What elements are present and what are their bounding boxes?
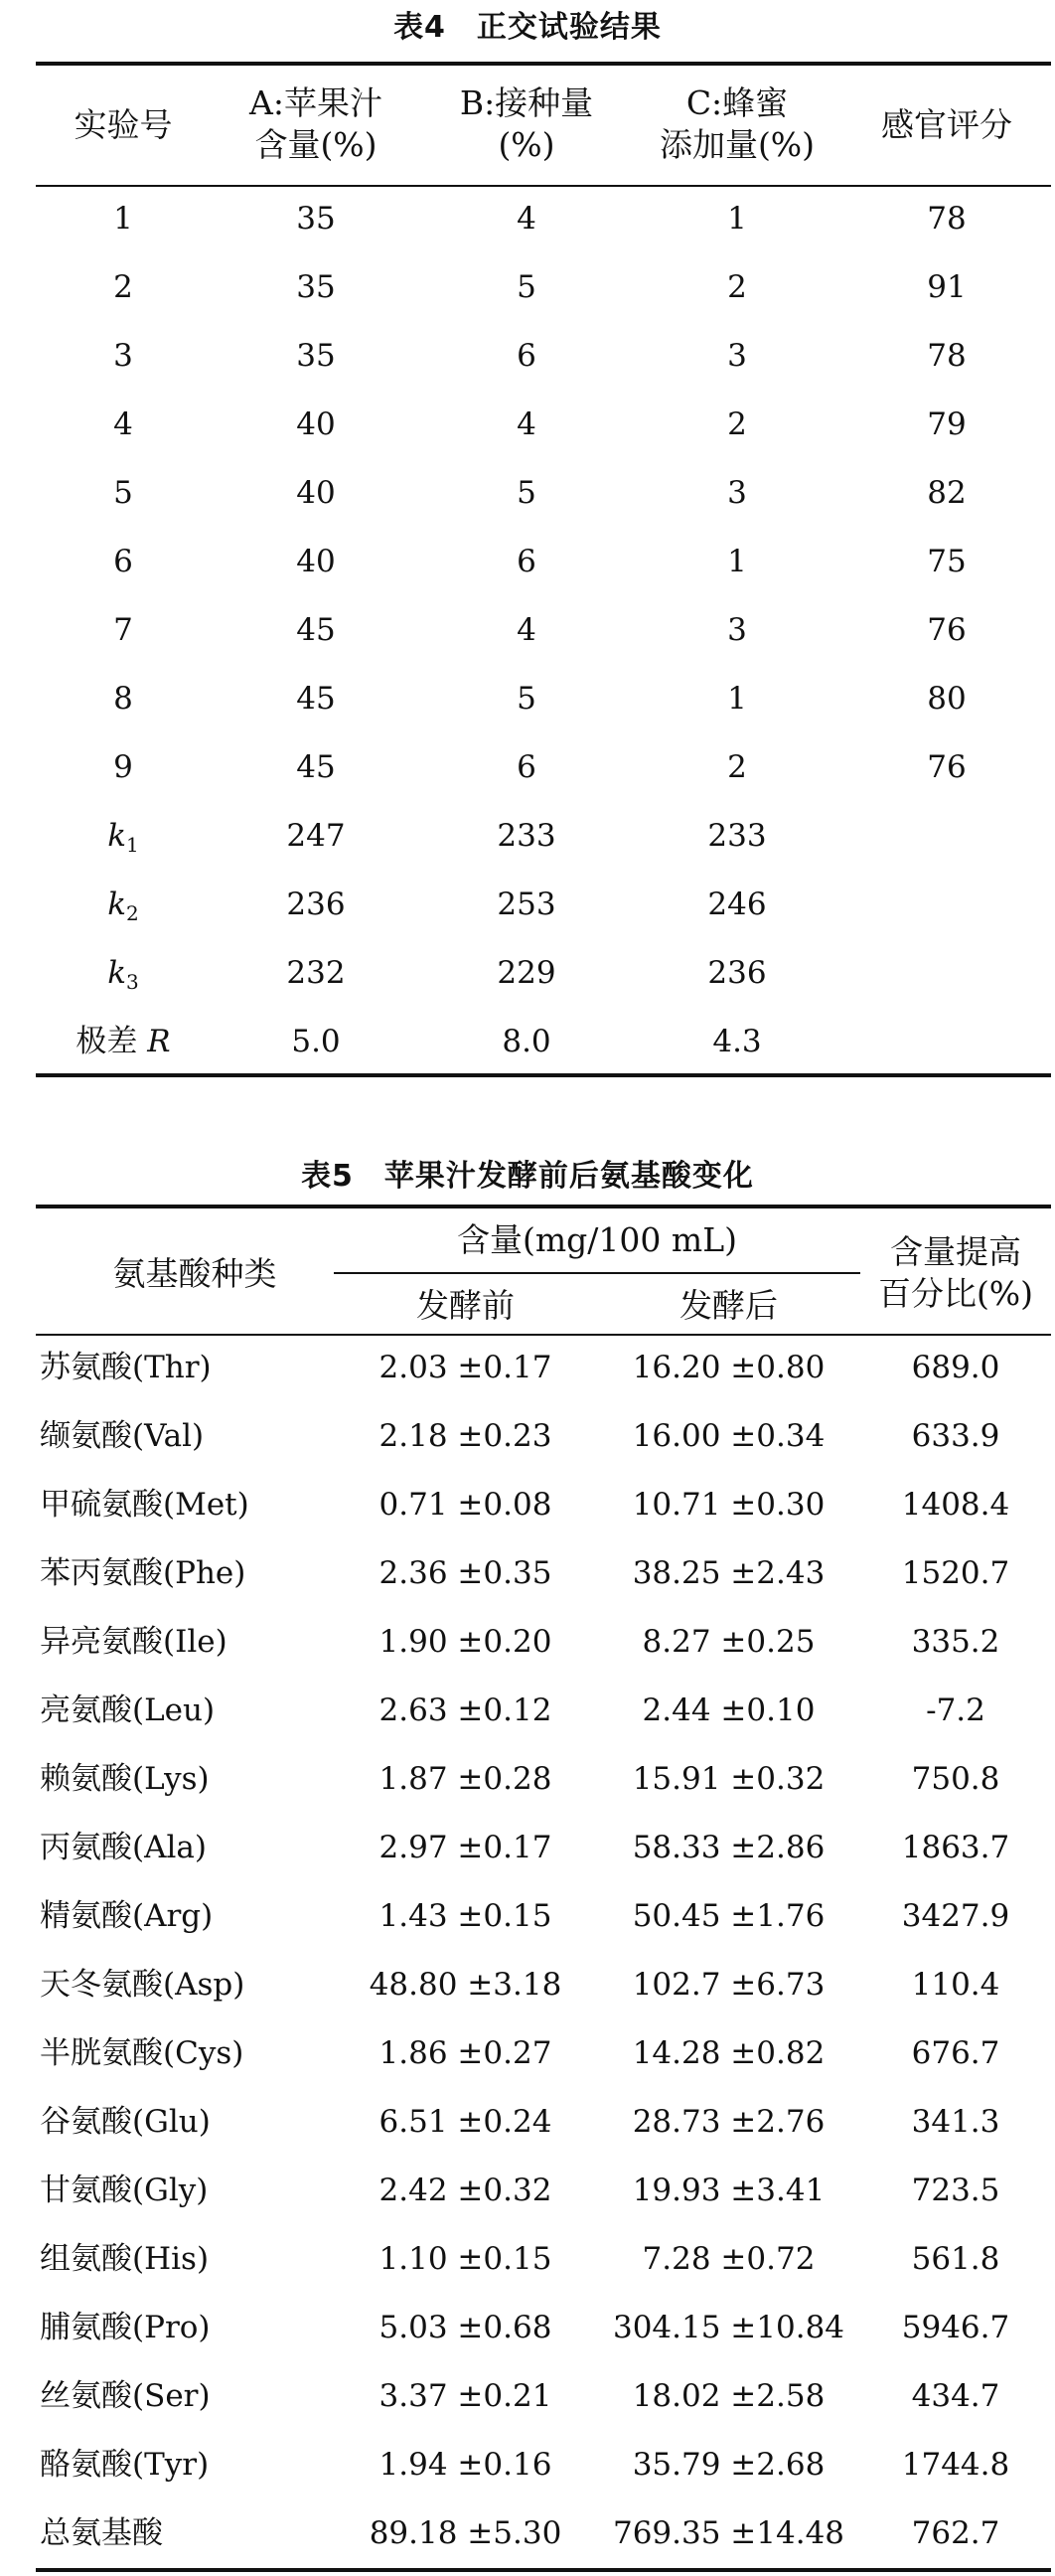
table5-amino-acid-name: 精氨酸(Arg): [40, 1898, 214, 1934]
table4-cell: 9: [113, 749, 133, 785]
table5-cell: 28.73 ±2.76: [632, 2104, 826, 2140]
table5-cell: 5.03 ±0.68: [378, 2310, 552, 2345]
table4-range-label: [36, 1022, 211, 1061]
table5-cell: 50.45 ±1.76: [632, 1898, 826, 1934]
table4-top-rule: [36, 62, 1051, 66]
k-subscript: 3: [126, 970, 139, 994]
table5-cell: 1408.4: [901, 1487, 1010, 1523]
table5-cell: 15.91 ±0.32: [632, 1761, 826, 1797]
table5-cell: 304.15 ±10.84: [612, 2310, 845, 2345]
table4-header-b-line2: (%): [498, 125, 555, 164]
table4-cell: 35: [296, 338, 336, 374]
table4-cell: 45: [296, 612, 336, 648]
table5-amino-acid-name: 缬氨酸(Val): [40, 1418, 205, 1454]
table4-cell: 2: [727, 269, 747, 305]
table4-cell: 5: [517, 681, 536, 717]
table5-cell: 7.28 ±0.72: [642, 2241, 816, 2277]
table5-header-rule: [36, 1334, 1051, 1336]
table4-k-label: [36, 953, 211, 1002]
table4-cell: 45: [296, 749, 336, 785]
table5-cell: 6.51 ±0.24: [378, 2104, 552, 2140]
table5-amino-acid-name: 半胱氨酸(Cys): [40, 2035, 244, 2071]
table5-caption: 表5 苹果汁发酵前后氨基酸变化: [301, 1159, 754, 1194]
table5-amino-acid-name: 丝氨酸(Ser): [40, 2378, 211, 2414]
table4-cell: 2: [727, 406, 747, 442]
table5-cell: 1744.8: [901, 2447, 1010, 2483]
table4-k-value: 247: [286, 818, 346, 854]
table4-range-value: 8.0: [502, 1024, 551, 1059]
table5-cell: 2.97 ±0.17: [378, 1830, 552, 1865]
k-letter: k: [107, 886, 127, 922]
table5-cell: 3.37 ±0.21: [378, 2378, 552, 2414]
table5-amino-acid-name: 酪氨酸(Tyr): [40, 2447, 210, 2483]
table4-cell: 75: [927, 544, 967, 579]
table5-header-kind: 氨基酸种类: [112, 1254, 277, 1293]
table5-header-after: 发酵后: [679, 1286, 778, 1325]
table5-cell: 2.18 ±0.23: [378, 1418, 552, 1454]
table5-cell: 10.71 ±0.30: [632, 1487, 826, 1523]
table4-k-value: 236: [286, 886, 346, 922]
table4-cell: 1: [727, 544, 747, 579]
table4-header-trial: 实验号: [74, 105, 173, 144]
table4-cell: 5: [113, 475, 133, 511]
table4-cell: 76: [927, 749, 967, 785]
table4-range-value: 5.0: [291, 1024, 341, 1059]
table4-bottom-rule: [36, 1073, 1051, 1077]
table5-header-before: 发酵前: [416, 1286, 515, 1325]
table5-cell: 750.8: [911, 1761, 1000, 1797]
table4-k-value: 236: [707, 955, 767, 991]
table5-cell: 102.7 ±6.73: [632, 1967, 826, 2003]
table5-cell: 561.8: [911, 2241, 1000, 2277]
table5-top-rule: [36, 1205, 1051, 1208]
table4-cell: 35: [296, 269, 336, 305]
table5-amino-acid-name: 天冬氨酸(Asp): [40, 1967, 245, 2003]
k-subscript: 1: [126, 833, 139, 857]
table5-amino-acid-name: 亮氨酸(Leu): [40, 1692, 216, 1728]
table4-cell: 40: [296, 475, 336, 511]
table5-cell: 18.02 ±2.58: [632, 2378, 826, 2414]
table5-cell: 335.2: [911, 1624, 1000, 1660]
table5-cell: 0.71 ±0.08: [378, 1487, 552, 1523]
table5-cell: 2.44 ±0.10: [642, 1692, 816, 1728]
table5-amino-acid-name: 组氨酸(His): [40, 2241, 210, 2277]
table4-caption: 表4 正交试验结果: [393, 10, 662, 45]
table4-k-value: 246: [707, 886, 767, 922]
table4-cell: 5: [517, 475, 536, 511]
table5-cell: 341.3: [911, 2104, 1000, 2140]
table5-cell: 2.03 ±0.17: [378, 1350, 552, 1385]
table4-cell: 4: [517, 201, 536, 237]
table4-cell: 1: [113, 201, 133, 237]
table4-k-value: 233: [707, 818, 767, 854]
table5-cell: 1.43 ±0.15: [378, 1898, 552, 1934]
table4-k-value: 233: [497, 818, 556, 854]
table5-content-rule: [334, 1272, 860, 1274]
table4-cell: 82: [927, 475, 967, 511]
table4-cell: 78: [927, 201, 967, 237]
table5-cell: 1.10 ±0.15: [378, 2241, 552, 2277]
table4-k-value: 232: [286, 955, 346, 991]
table5-amino-acid-name: 丙氨酸(Ala): [40, 1830, 207, 1865]
table5-amino-acid-name: 苏氨酸(Thr): [40, 1350, 212, 1385]
table4-cell: 3: [727, 475, 747, 511]
k-letter: k: [107, 818, 127, 854]
k-subscript: 2: [126, 901, 139, 925]
table4-cell: 8: [113, 681, 133, 717]
table5-cell: 633.9: [911, 1418, 1000, 1454]
table5-cell: -7.2: [926, 1692, 985, 1728]
table5-cell: 16.00 ±0.34: [632, 1418, 826, 1454]
table4-cell: 79: [927, 406, 967, 442]
table4-cell: 5: [517, 269, 536, 305]
table5-cell: 2.42 ±0.32: [378, 2173, 552, 2208]
table5-cell: 1.87 ±0.28: [378, 1761, 552, 1797]
table5-cell: 14.28 ±0.82: [632, 2035, 826, 2071]
table5-cell: 1520.7: [901, 1555, 1010, 1591]
table4-header-b-line1: B:接种量: [459, 83, 594, 122]
table4-k-value: 253: [497, 886, 556, 922]
table4-header-a-line1: A:苹果汁: [249, 83, 382, 122]
table5-cell: 8.27 ±0.25: [642, 1624, 816, 1660]
table5-cell: 89.18 ±5.30: [369, 2515, 562, 2551]
table5-amino-acid-name: 脯氨酸(Pro): [40, 2310, 211, 2345]
table4-range-value: 4.3: [712, 1024, 762, 1059]
table5-cell: 16.20 ±0.80: [632, 1350, 826, 1385]
table4-cell: 6: [517, 338, 536, 374]
table4-cell: 76: [927, 612, 967, 648]
table5-cell: 48.80 ±3.18: [369, 1967, 562, 2003]
table5-cell: 1.86 ±0.27: [378, 2035, 552, 2071]
table4-cell: 1: [727, 681, 747, 717]
table4-header-a-line2: 含量(%): [254, 125, 377, 164]
table5-header-pct-line2: 百分比(%): [877, 1274, 1034, 1313]
table4-cell: 91: [927, 269, 967, 305]
table4-cell: 6: [113, 544, 133, 579]
table5-bottom-rule: [36, 2568, 1051, 2572]
table5-amino-acid-name: 赖氨酸(Lys): [40, 1761, 210, 1797]
table4-header-c-line1: C:蜂蜜: [685, 83, 789, 122]
table4-cell: 40: [296, 406, 336, 442]
table5-cell: 689.0: [911, 1350, 1000, 1385]
table4-cell: 4: [517, 406, 536, 442]
table5-cell: 723.5: [911, 2173, 1000, 2208]
table5-cell: 35.79 ±2.68: [632, 2447, 826, 2483]
table4-cell: 45: [296, 681, 336, 717]
k-letter: k: [107, 955, 127, 991]
table5-cell: 3427.9: [901, 1898, 1010, 1934]
table5-cell: 1863.7: [901, 1830, 1010, 1865]
table5-cell: 434.7: [911, 2378, 1000, 2414]
table5-cell: 38.25 ±2.43: [632, 1555, 826, 1591]
table4-header-score: 感官评分: [881, 105, 1012, 144]
table4-cell: 80: [927, 681, 967, 717]
table5-cell: 19.93 ±3.41: [632, 2173, 826, 2208]
table4-cell: 3: [113, 338, 133, 374]
table4-cell: 3: [727, 612, 747, 648]
table4-k-value: 229: [497, 955, 556, 991]
table5-header-content: 含量(mg/100 mL): [457, 1220, 737, 1259]
table4-header-c-line2: 添加量(%): [659, 125, 816, 164]
table5-cell: 676.7: [911, 2035, 1000, 2071]
range-symbol: R: [147, 1024, 171, 1059]
table5-header-pct-line1: 含量提高: [890, 1232, 1021, 1271]
table4-cell: 40: [296, 544, 336, 579]
range-label-text: 极差: [75, 1024, 138, 1059]
table4-cell: 7: [113, 612, 133, 648]
table4-cell: 2: [727, 749, 747, 785]
table4-cell: 6: [517, 749, 536, 785]
table4-cell: 1: [727, 201, 747, 237]
table4-k-label: [36, 816, 211, 865]
table5-cell: 5946.7: [901, 2310, 1010, 2345]
table4-cell: 35: [296, 201, 336, 237]
table5-cell: 2.36 ±0.35: [378, 1555, 552, 1591]
table5-cell: 110.4: [911, 1967, 1000, 2003]
table5-amino-acid-name: 谷氨酸(Glu): [40, 2104, 211, 2140]
table4-cell: 4: [517, 612, 536, 648]
table5-cell: 1.90 ±0.20: [378, 1624, 552, 1660]
table5-cell: 58.33 ±2.86: [632, 1830, 826, 1865]
table5-cell: 769.35 ±14.48: [612, 2515, 845, 2551]
table5-cell: 2.63 ±0.12: [378, 1692, 552, 1728]
table4-header-rule: [36, 185, 1051, 187]
table4-cell: 78: [927, 338, 967, 374]
table4-k-label: [36, 885, 211, 933]
table5-amino-acid-name: 甲硫氨酸(Met): [40, 1487, 249, 1523]
table5-amino-acid-name: 总氨基酸: [40, 2515, 163, 2551]
table5-cell: 762.7: [911, 2515, 1000, 2551]
table4-cell: 2: [113, 269, 133, 305]
table4-cell: 4: [113, 406, 133, 442]
table4-cell: 6: [517, 544, 536, 579]
table4-cell: 3: [727, 338, 747, 374]
table5-amino-acid-name: 异亮氨酸(Ile): [40, 1624, 227, 1660]
table5-cell: 1.94 ±0.16: [378, 2447, 552, 2483]
table5-amino-acid-name: 苯丙氨酸(Phe): [40, 1555, 246, 1591]
table5-amino-acid-name: 甘氨酸(Gly): [40, 2173, 209, 2208]
